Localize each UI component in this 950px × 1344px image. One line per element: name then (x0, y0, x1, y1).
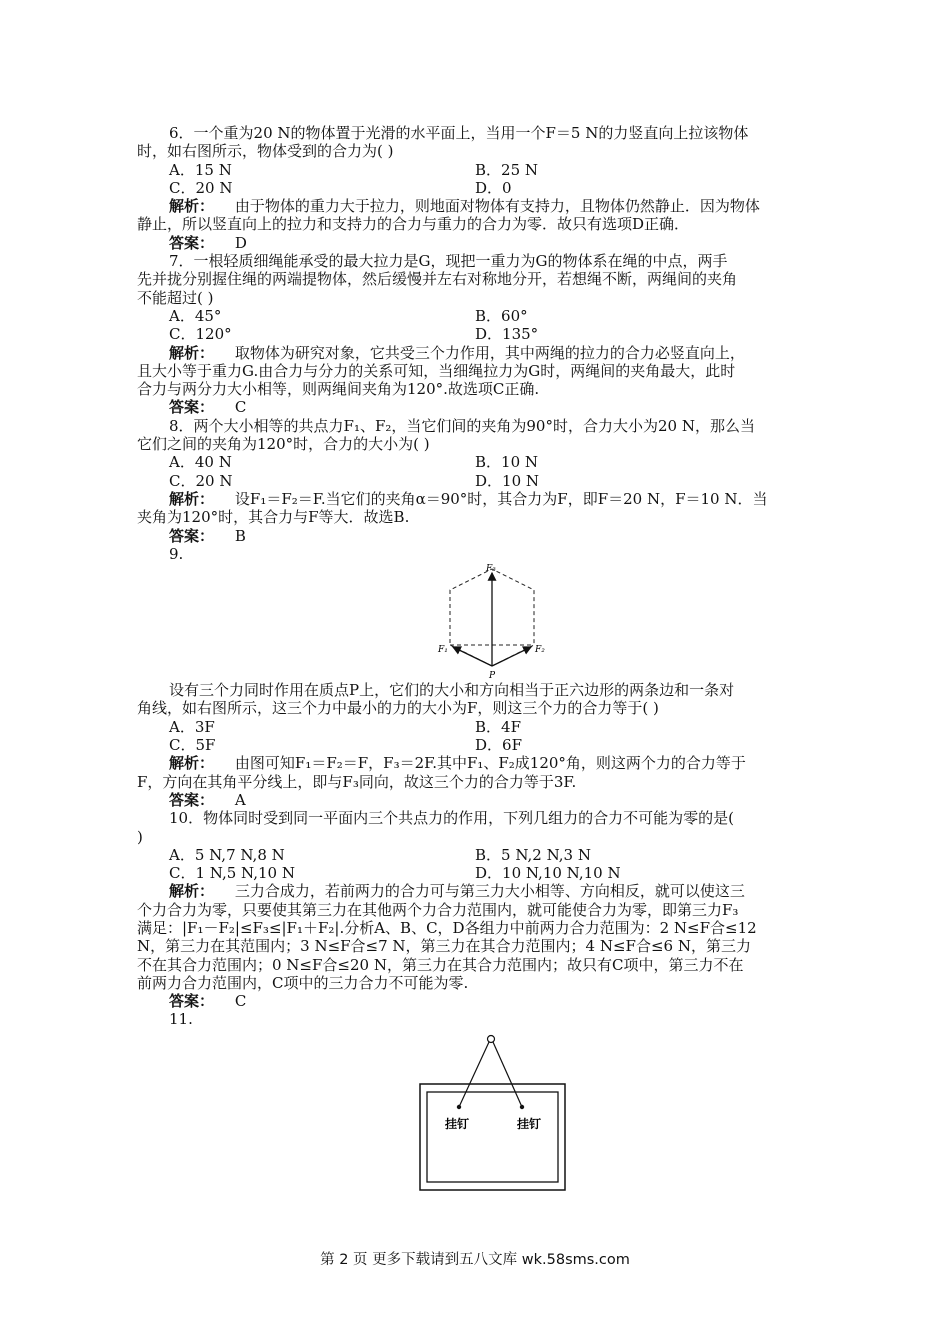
frame-inner (427, 1092, 558, 1182)
question-11 (137, 1010, 813, 1192)
q8-answer (137, 527, 813, 545)
q6-answer-label: 答案： (169, 233, 215, 252)
q9-explanation-line-1 (137, 754, 813, 772)
q7-stem-line-3: 不能超过( ) (137, 288, 214, 307)
force-f1-arrow (453, 647, 492, 666)
q7-options-row-2 (137, 325, 813, 343)
q8-option-b: B．10 N (475, 453, 539, 472)
q6-stem-line-1: 6．一个重为20 N的物体置于光滑的水平面上，当用一个F＝5 N的力竖直向上拉该物体 (169, 124, 749, 142)
q6-option-b: B．25 N (475, 160, 539, 179)
q7-option-a: A．45° (169, 306, 222, 325)
q6-option-c: C．20 N (169, 178, 233, 197)
q9-options-row-2 (137, 736, 813, 754)
q11-number: 11. (169, 1010, 193, 1029)
q7-stem-line-1: 7．一根轻质细绳能承受的最大拉力是G，现把一重力为G的物体系在绳的中点，两手 (169, 252, 728, 271)
q8-explanation-line-2: 夹角为120°时，其合力与F等大．故选B. (137, 508, 410, 527)
q10-explanation-line-2: 个力合力为零，只要使其第三力在其他两个力合力范围内，就可能使合力为零，即第三力F₃ (137, 900, 739, 919)
q9-option-b: B．4F (475, 717, 521, 736)
hanging-frame-figure (137, 1033, 813, 1193)
question-10 (137, 809, 813, 1010)
page-footer: 第 2 页 更多下载请到五八文库 wk.58sms.com (320, 1252, 630, 1268)
q6-answer (137, 234, 813, 252)
q8-option-d: D．10 N (475, 471, 540, 490)
hanging-frame-diagram (419, 1033, 569, 1193)
label-f3: F₃ (486, 564, 496, 575)
q10-explanation-line-1 (137, 882, 813, 900)
question-9 (137, 545, 813, 809)
q7-answer-value: C (234, 398, 247, 417)
q10-explanation-line-5: 不在其合力范围内；0 N≤F合≤20 N，第三力在其合力范围内；故只有C项中，第三力不在 (137, 955, 744, 974)
left-rope (459, 1042, 489, 1107)
q9-option-d: D．6F (475, 736, 522, 755)
q8-stem-line-2: 它们之间的夹角为120°时，合力的大小为( ) (137, 435, 430, 454)
q7-explanation-line-2: 且大小等于重力G.由合力与分力的关系可知，当细绳拉力为G时，两绳间的夹角最大，此时 (137, 361, 736, 380)
q10-option-d: D．10 N,10 N,10 N (475, 864, 621, 883)
q9-explanation-text-1: 由图可知F₁＝F₂＝F，F₃＝2F.其中F₁、F₂成120°角，则这两个力的合力等于 (234, 754, 746, 773)
q8-explanation-label: 解析： (169, 489, 215, 508)
hook-ring (488, 1035, 495, 1042)
q10-stem-line-2: ) (137, 827, 143, 846)
q7-explanation-line-3: 合力与两分力大小相等，则两绳间夹角为120°.故选项C正确. (137, 380, 540, 399)
q8-stem-line-1: 8．两个大小相等的共点力F₁、F₂，当它们间的夹角为90°时，合力大小为20 N，那么当 (169, 416, 755, 435)
right-nail (520, 1105, 524, 1109)
q10-option-c: C．1 N,5 N,10 N (169, 864, 295, 883)
q9-options-row-1 (137, 718, 813, 736)
q6-explanation-line-1 (137, 197, 813, 215)
q8-options-row-2 (137, 472, 813, 490)
q7-option-b: B．60° (475, 306, 528, 325)
right-nail-label: 挂钉 (517, 1116, 542, 1131)
q6-explanation-line-2: 静止，所以竖直向上的拉力和支持力的合力与重力的合力为零．故只有选项D正确． (137, 215, 690, 234)
q10-explanation-line-3: 满足：|F₁－F₂|≤F₃≤|F₁＋F₂|.分析A、B、C，D各组力中前两力合力范围为：2 N≤F合≤12 (137, 918, 757, 937)
hexagon-force-figure (137, 563, 813, 681)
q7-option-d: D．135° (475, 325, 539, 344)
q7-option-c: C．120° (169, 325, 232, 344)
q9-answer (137, 791, 813, 809)
right-rope (493, 1042, 522, 1107)
question-6 (137, 124, 813, 252)
frame-outer (420, 1084, 565, 1190)
hexagon-force-diagram (436, 563, 556, 681)
q8-explanation-text-1: 设F₁＝F₂＝F.当它们的夹角α＝90°时，其合力为F，即F＝20 N，F＝10 N．当 (234, 489, 768, 508)
q6-options-row-1 (137, 161, 813, 179)
q7-answer-label: 答案： (169, 398, 215, 417)
q10-options-row-1 (137, 846, 813, 864)
q7-answer (137, 398, 813, 416)
q10-stem-line-1: 10．物体同时受到同一平面内三个共点力的作用，下列几组力的合力不可能为零的是( (169, 809, 734, 828)
q9-number: 9. (169, 544, 184, 563)
q6-option-a: A．15 N (169, 160, 232, 179)
q10-options-row-2 (137, 864, 813, 882)
q9-answer-label: 答案： (169, 790, 215, 809)
q8-explanation-line-1 (137, 490, 813, 508)
q8-answer-label: 答案： (169, 526, 215, 545)
q10-explanation-label: 解析： (169, 882, 215, 901)
question-8 (137, 417, 813, 545)
q6-options-row-2 (137, 179, 813, 197)
q8-option-c: C．20 N (169, 471, 233, 490)
q10-explanation-text-1: 三力合成力，若前两力的合力可与第三力大小相等、方向相反，就可以使这三 (234, 882, 745, 901)
q8-options-row-1 (137, 453, 813, 471)
q9-explanation-line-2: F，方向在其角平分线上，即与F₃同向，故这三个力的合力等于3F. (137, 772, 577, 791)
q10-explanation-line-4: N，第三力在其范围内；3 N≤F合≤7 N，第三力在其合力范围内；4 N≤F合≤6 N，第三力 (137, 937, 751, 956)
question-7 (137, 252, 813, 417)
q7-stem-line-2: 先并拢分别握住绳的两端提物体，然后缓慢并左右对称地分开，若想绳不断，两绳间的夹角 (137, 270, 738, 289)
q9-stem-line-2: 角线，如右图所示，这三个力中最小的力的大小为F，则这三个力的合力等于( ) (137, 699, 659, 718)
q10-explanation-line-6: 前两力合力范围内，C项中的三力合力不可能为零. (137, 973, 469, 992)
q10-option-b: B．5 N,2 N,3 N (475, 845, 591, 864)
label-p: P (489, 671, 496, 682)
q7-options-row-1 (137, 307, 813, 325)
q6-explanation-text-1: 由于物体的重力大于拉力，则地面对物体有支持力，且物体仍然静止．因为物体 (234, 197, 760, 216)
q7-explanation-label: 解析： (169, 343, 215, 362)
q8-answer-value: B (234, 526, 246, 545)
q7-explanation-line-1 (137, 344, 813, 362)
label-f1: F₁ (438, 645, 448, 656)
q9-stem-line-1: 设有三个力同时作用在质点P上，它们的大小和方向相当于正六边形的两条边和一条对 (169, 681, 735, 700)
q6-option-d: D．0 (475, 178, 512, 197)
q9-option-a: A．3F (169, 717, 215, 736)
q10-option-a: A．5 N,7 N,8 N (169, 845, 285, 864)
q10-answer (137, 992, 813, 1010)
q6-explanation-label: 解析： (169, 197, 215, 216)
left-nail (457, 1105, 461, 1109)
left-nail-label: 挂钉 (445, 1116, 470, 1131)
q6-answer-value: D (234, 233, 247, 252)
q7-explanation-text-1: 取物体为研究对象，它共受三个力作用，其中两绳的拉力的合力必竖直向上， (234, 343, 745, 362)
q9-option-c: C．5F (169, 736, 216, 755)
document-content (137, 124, 813, 1193)
q9-explanation-label: 解析： (169, 754, 215, 773)
q6-stem-line-2: 时，如右图所示，物体受到的合力为( ) (137, 142, 394, 161)
q9-answer-value: A (234, 790, 246, 809)
q10-answer-label: 答案： (169, 992, 215, 1011)
label-f2: F₂ (535, 645, 545, 656)
q8-option-a: A．40 N (169, 453, 232, 472)
q10-answer-value: C (234, 992, 247, 1011)
force-f2-arrow (492, 647, 531, 666)
